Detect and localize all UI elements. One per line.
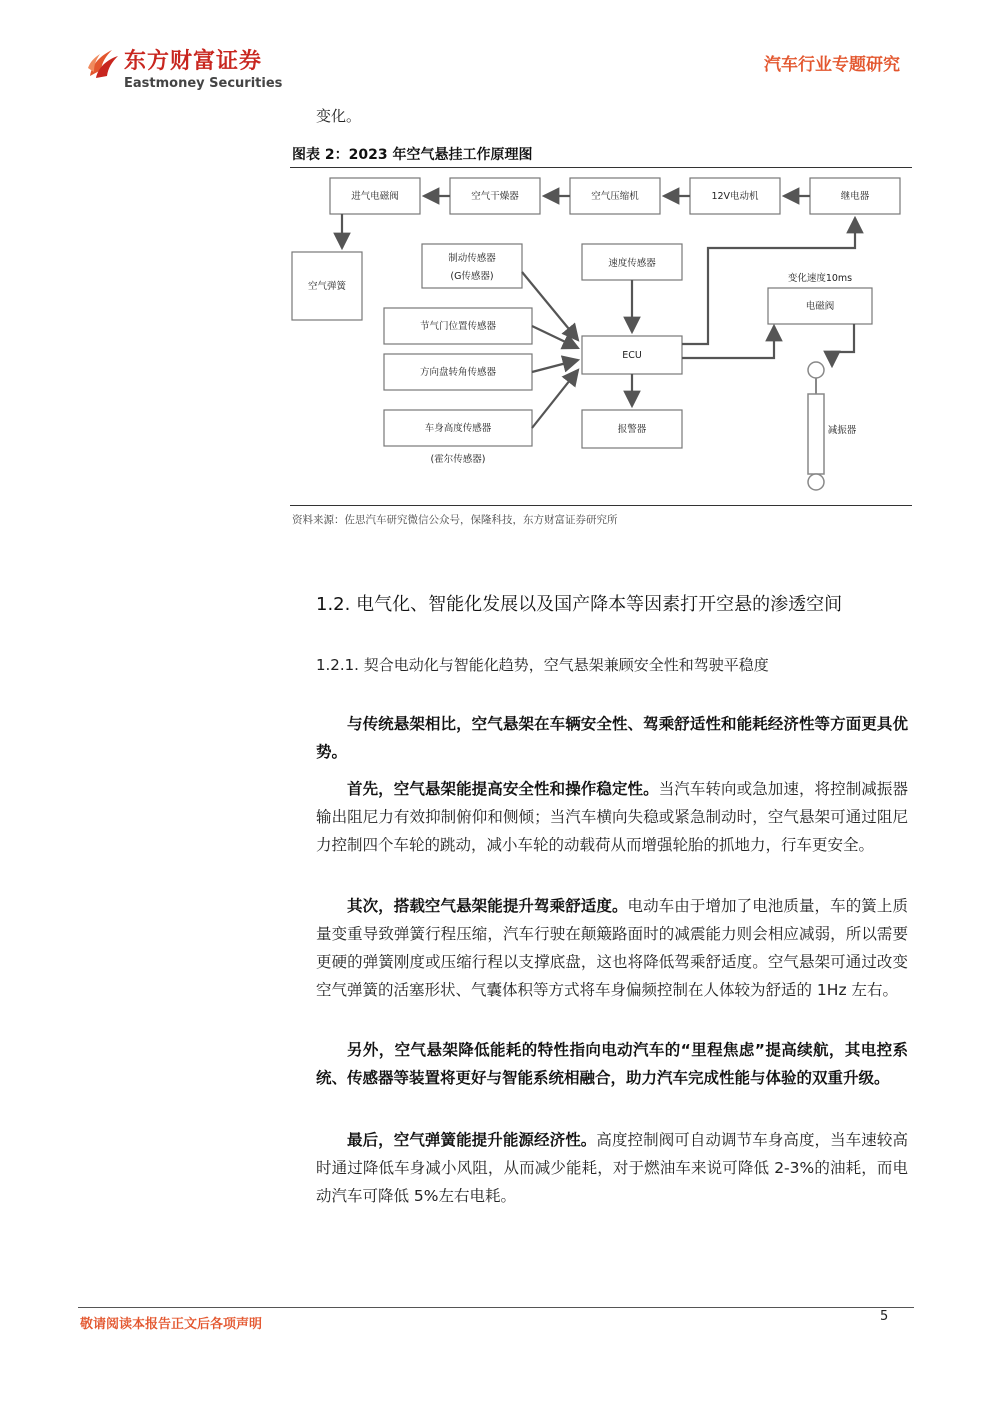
- paragraph-5-body: 高度控制阀可自动调节车身高度，当车速较高时通过降低车身减小风阻，从而减少能耗，对于燃油车来说可降低 2-3%的油耗，而电动汽车可降低 5%左右电耗。: [316, 1131, 908, 1205]
- label-air-compressor: 空气压缩机: [591, 191, 639, 202]
- logo-text-en: Eastmoney Securities: [124, 76, 283, 91]
- paragraph-2-lead: 首先，空气悬架能提高安全性和操作稳定性。: [347, 780, 659, 798]
- label-change-speed: 变化速度10ms: [787, 273, 853, 284]
- figure-bottom-rule: [290, 505, 912, 506]
- paragraph-4: 另外，空气悬架降低能耗的特性指向电动汽车的“里程焦虑”提高续航，其电控系统、传感器等装置将更好与智能系统相融合，助力汽车完成性能与体验的双重升级。: [316, 1041, 908, 1087]
- subsection-heading: 1.2.1. 契合电动化与智能化趋势，空气悬架兼顾安全性和驾驶平稳度: [316, 656, 769, 674]
- damper-graphic: [808, 362, 824, 490]
- figure-source: 资料来源：佐思汽车研究微信公众号，保隆科技，东方财富证券研究所: [292, 514, 618, 526]
- label-damper: 减振器: [827, 425, 857, 436]
- paragraph-2-body: 当汽车转向或急加速，将控制减振器输出阻尼力有效抑制俯仰和侧倾；当汽车横向失稳或紧急制动时，空气悬架可通过阻尼力控制四个车轮的跳动，减小车轮的动载荷从而增强轮胎的抓地力，行车更安全。: [316, 780, 908, 854]
- label-inlet-valve: 进气电磁阀: [351, 191, 399, 202]
- air-suspension-diagram: [280, 168, 920, 504]
- report-category: 汽车行业专题研究: [764, 55, 900, 75]
- label-steering-sensor: 方向盘转角传感器: [419, 367, 497, 378]
- paragraph-3: [316, 892, 908, 1004]
- label-12v-motor: 12V电动机: [711, 191, 759, 202]
- label-throttle-sensor: 节气门位置传感器: [419, 321, 497, 332]
- label-air-spring: 空气弹簧: [307, 281, 347, 292]
- paragraph-5: [316, 1126, 908, 1210]
- label-solenoid-valve: 电磁阀: [805, 301, 835, 312]
- label-relay: 继电器: [840, 191, 870, 202]
- paragraph-1: 与传统悬架相比，空气悬架在车辆安全性、驾乘舒适性和能耗经济性等方面更具优势。: [316, 715, 908, 761]
- logo-flame-icon: [86, 46, 120, 80]
- paragraph-2: [316, 775, 908, 859]
- logo-text-cn: 东方财富证券: [124, 49, 263, 74]
- footer-disclaimer: 敬请阅读本报告正文后各项声明: [80, 1317, 263, 1332]
- paragraph-3-lead: 其次，搭载空气悬架能提升驾乘舒适度。: [347, 897, 628, 915]
- footer-rule: [78, 1307, 914, 1308]
- label-alarm: 报警器: [617, 424, 647, 435]
- continued-text: 变化。: [316, 107, 362, 125]
- label-speed-sensor: 速度传感器: [608, 258, 656, 269]
- label-air-dryer: 空气干燥器: [471, 191, 519, 202]
- label-brake-sensor-2: (G传感器): [450, 271, 494, 282]
- label-brake-sensor-1: 制动传感器: [448, 253, 496, 264]
- label-body-height-sensor: 车身高度传感器: [424, 423, 492, 434]
- figure-title: 图表 2：2023 年空气悬挂工作原理图: [292, 147, 533, 163]
- label-ecu: ECU: [622, 350, 642, 361]
- paragraph-3-body: 电动车由于增加了电池质量，车的簧上质量变重导致弹簧行程压缩，汽车行驶在颠簸路面时的减震能力则会相应减弱，所以需要更硬的弹簧刚度或压缩行程以支撑底盘，这也将降低驾乘舒适度。空气悬架可通过改变空气弹簧的活塞形状、气囊体积等方式将车身偏频控制在人体较为舒适的 1Hz 左右。: [316, 897, 908, 999]
- page-number: 5: [880, 1309, 889, 1324]
- section-heading: 1.2. 电气化、智能化发展以及国产降本等因素打开空悬的渗透空间: [316, 594, 843, 615]
- paragraph-5-lead: 最后，空气弹簧能提升能源经济性。: [347, 1131, 597, 1149]
- label-hall-sensor: (霍尔传感器): [430, 454, 486, 465]
